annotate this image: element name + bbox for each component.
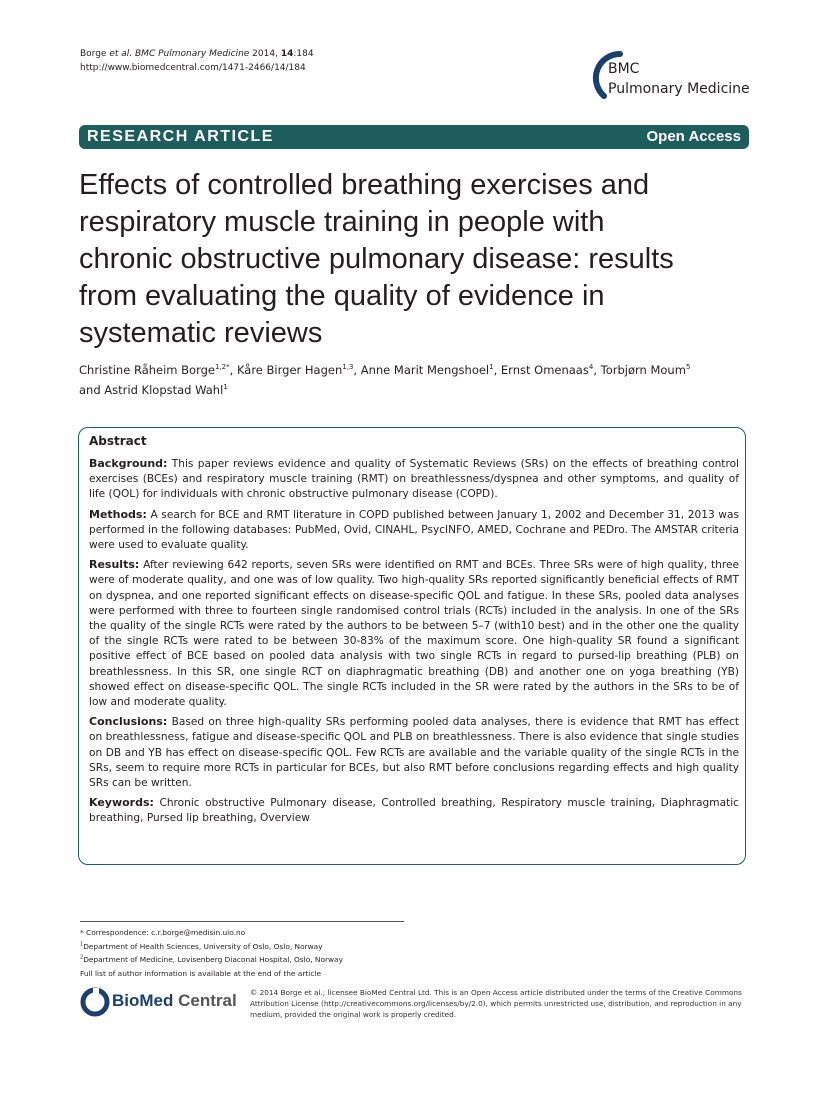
- abstract-box: [78, 427, 746, 865]
- abstract-keywords: [89, 795, 739, 826]
- affiliation-text: Department of Health Sciences, University of Oslo, Oslo, Norway: [83, 941, 323, 951]
- citation-line: [80, 47, 314, 61]
- title-line: Effects of controlled breathing exercises and: [79, 169, 650, 201]
- author-affiliation: 1: [489, 363, 494, 372]
- section-label: Background:: [89, 457, 168, 470]
- abstract-background: [89, 456, 739, 503]
- section-text: This paper reviews evidence and quality of Systematic Reviews (SRs) on the effects of breathing control exercises (BCEs) and respiratory muscle training (RMT) on breathlessness/dyspnea and other symptoms, and quality of life (QOL) for individuals with chronic obstructive pulmonary disease (COPD).: [89, 458, 739, 501]
- section-text: Chronic obstructive Pulmonary disease, Controlled breathing, Respiratory muscle training, Diaphragmatic breathing, Pursed lip breathing, Overview: [89, 797, 739, 825]
- author-name: Astrid Klopstad Wahl: [104, 383, 224, 397]
- citation-header: [80, 47, 314, 75]
- abstract-results: [89, 557, 739, 710]
- author-name: Kåre Birger Hagen: [236, 363, 343, 377]
- article-type-label: RESEARCH ARTICLE: [87, 128, 274, 145]
- title-line: chronic obstructive pulmonary disease: results: [79, 243, 674, 275]
- section-text: After reviewing 642 reports, seven SRs were identified on RMT and BCEs. Three SRs were of high quality, three were of moderate quality, and one was of low quality. Two high-quality SRs reported significantly beneficial effects of RMT on dyspnea, and one reported significant effects on disease-specific QOL and fatigue. In these SRs, pooled data analyses were performed with three to fourteen single randomised control trials (RCTs) included in the analysis. In one of the SRs the quality of the single RCTs were rated by the authors to be between 5–7 (with10 best) and in the other one the quality of the single RCTs were rated to be between 30-83% of the maximum score. One high-quality SR found a significant positive effect of BCE based on pooled data analysis with two single RCTs in regard to pursed-lip breathing (PLB) on breathlessness. In this SR, one single RCT on diaphragmatic breathing (DB) and another one on yoga breathing (YB) showed effect on disease-specific QOL. The single RCTs included in the SR were rated by the authors in the SRs to be of low and moderate quality.: [89, 559, 739, 709]
- section-label: Keywords:: [89, 796, 154, 810]
- citation-volume: 14: [280, 49, 294, 59]
- affiliation-2: [80, 953, 343, 967]
- article-title: [79, 167, 759, 352]
- article-type-band: [79, 125, 749, 149]
- license-statement: © 2014 Borge et al.; licensee BioMed Central Ltd. This is an Open Access article distributed under the terms of the Creative Commons Attribution License (http://creativecommons.org/licenses/by/2.0), which permits unrestricted use, distribution, and reproduction in any medium, provided the original work is properly credited.: [250, 988, 742, 1019]
- section-label: Methods:: [89, 507, 147, 521]
- article-url[interactable]: http://www.biomedcentral.com/1471-2466/14/184: [80, 63, 306, 73]
- author-name: Ernst Omenaas: [500, 363, 589, 377]
- affiliation-text: Department of Medicine, Lovisenberg Diaconal Hospital, Oslo, Norway: [83, 955, 343, 965]
- footnote-divider: [80, 921, 404, 922]
- biomed-logo-icon: [80, 985, 110, 1019]
- biomed-logo-main: BioMed: [112, 991, 174, 1010]
- citation-authors: Borge: [80, 49, 110, 59]
- author-list: Christine Råheim Borge$^{1,2*}$, Kåre Birger Hagen$^{1,3}$, Anne Marit Mengshoel$^1$, Ernst Omenaas$^4$, Torbjørn Moum$^5$ and Astrid Klopstad Wahl$^1$: [79, 363, 691, 397]
- citation-journal: et al. BMC Pulmonary Medicine: [109, 49, 250, 59]
- abstract-heading: Abstract: [89, 434, 147, 448]
- journal-logo-line1: BMC: [608, 61, 640, 77]
- full-author-info-note: Full list of author information is available at the end of the article: [80, 968, 321, 978]
- author-affiliation: 5: [685, 363, 691, 372]
- author-affiliation: 4: [588, 363, 594, 372]
- section-label: Conclusions:: [89, 715, 168, 729]
- author-name: Christine Råheim Borge: [79, 363, 215, 377]
- correspondence[interactable]: * Correspondence: c.r.borge@medisin.uio.no: [80, 928, 246, 937]
- journal-logo-line2: Pulmonary Medicine: [608, 81, 750, 97]
- open-access-label: Open Access: [646, 128, 741, 145]
- title-line: systematic reviews: [79, 317, 323, 349]
- author-affiliation: 1,2*: [214, 363, 230, 372]
- bmc-journal-logo: [590, 48, 760, 104]
- author-name: Torbjørn Moum: [600, 363, 686, 377]
- affiliation-1: [80, 940, 343, 954]
- abstract-conclusions: [89, 714, 739, 791]
- biomed-logo-second: Central: [173, 991, 237, 1010]
- citation-page: :184: [293, 49, 314, 59]
- author-affiliation: 1: [223, 383, 228, 392]
- section-text: A search for BCE and RMT literature in COPD published between January 1, 2002 and December 31, 2013 was performed in the following databases: PubMed, Ovid, CINAHL, PsycINFO, AMED, Cochrane and PEDro. The AMSTAR criteria were used to evaluate quality.: [89, 508, 739, 552]
- section-text: Based on three high-quality SRs performing pooled data analyses, there is evidence that RMT has effect on breathlessness, fatigue and disease-specific QOL and PLB on breathlessness. There is also evidence that single studies on DB and YB has effect on disease-specific QOL. Few RCTs are available and the variable quality of the single RCTs in the SRs, seem to require more RCTs in particular for BCEs, but also RMT before conclusions regarding effects and high quality SRs can be written.: [89, 716, 739, 790]
- citation-year: 2014,: [249, 49, 281, 59]
- footnotes: [80, 926, 343, 980]
- biomed-central-logo: [80, 985, 240, 1019]
- author-name: Anne Marit Mengshoel: [360, 363, 490, 377]
- biomed-logo-text: [112, 991, 237, 1011]
- affiliation-number: 1: [80, 941, 84, 948]
- section-label: Results:: [89, 558, 140, 572]
- title-line: respiratory muscle training in people with: [79, 206, 605, 238]
- author-affiliation: 1,3: [342, 363, 354, 372]
- title-line: from evaluating the quality of evidence in: [79, 280, 605, 312]
- affiliation-number: 2: [80, 954, 84, 961]
- abstract-methods: [89, 507, 739, 554]
